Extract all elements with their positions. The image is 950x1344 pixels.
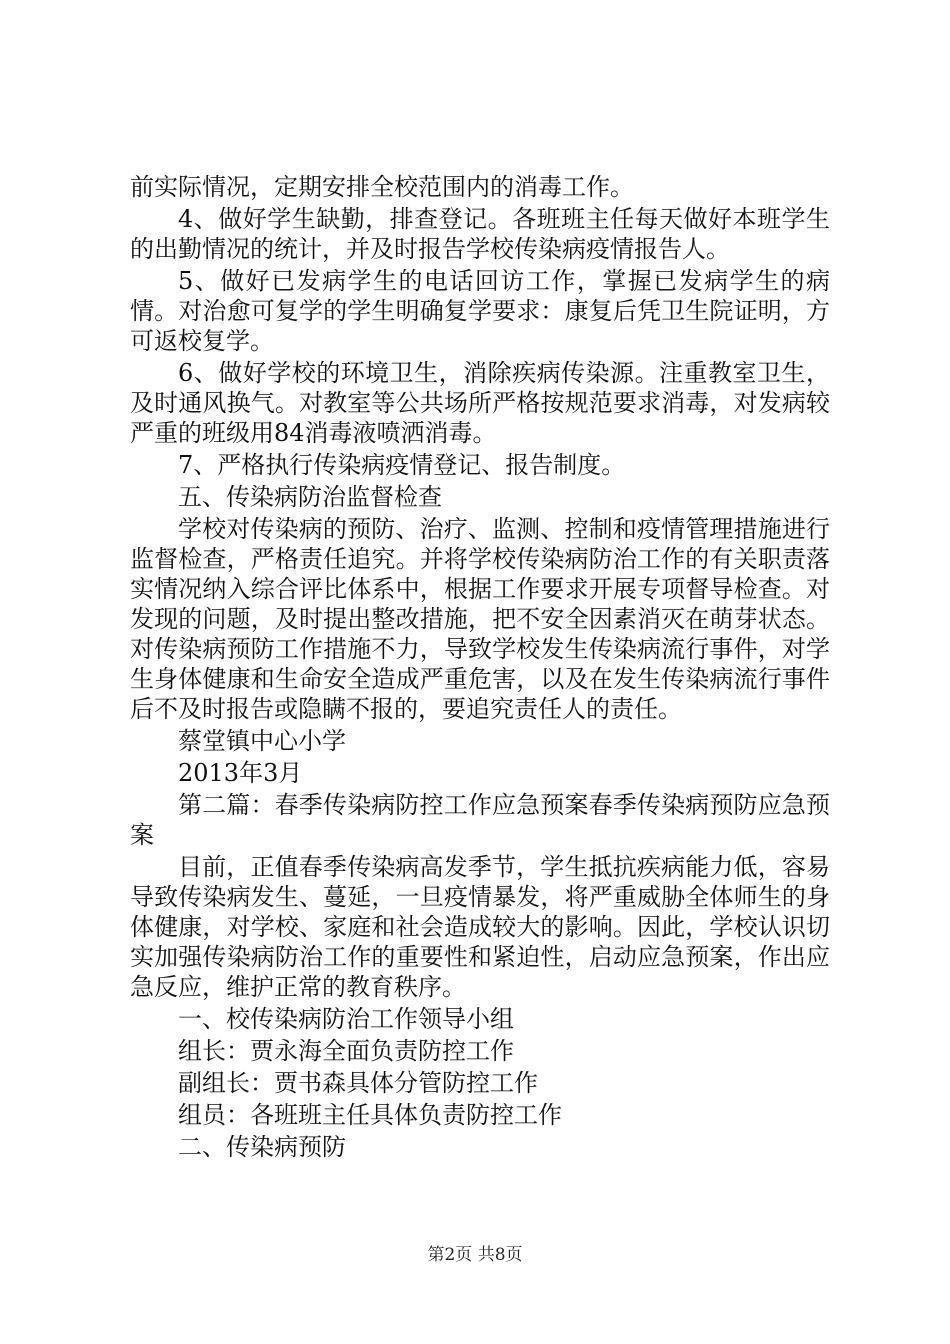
paragraph-item-5: 5、做好已发病学生的电话回访工作，掌握已发病学生的病情。对治愈可复学的学生明确复学要求：康复后凭卫生院证明，方可返校复学。 <box>130 267 830 355</box>
section-heading-5: 五、传染病防治监督检查 <box>178 483 442 511</box>
signature-date: 2013年3月 <box>178 759 303 787</box>
paragraph-intro: 目前，正值春季传染病高发季节，学生抵抗疾病能力低，容易导致传染病发生、蔓延，一旦疫情暴发，将严重威胁全体师生的身体健康，对学校、家庭和社会造成较大的影响。因此，学校认识切实加强传染病防治工作的重要性和紧迫性，启动应急预案，作出应急反应，维护正常的教育秩序。 <box>130 853 830 1001</box>
paragraph-supervision: 学校对传染病的预防、治疗、监测、控制和疫情管理措施进行监督检查，严格责任追究。并将学校传染病防治工作的有关职责落实情况纳入综合评比体系中，根据工作要求开展专项督导检查。对发现的问题，及时提出整改措施，把不安全因素消灭在萌芽状态。对传染病预防工作措施不力，导致学校发生传染病流行事件，对学生身体健康和生命安全造成严重危害，以及在发生传染病流行事件后不及时报告或隐瞒不报的，要追究责任人的责任。 <box>130 515 830 723</box>
paragraph-item-6: 6、做好学校的环境卫生，消除疾病传染源。注重教室卫生，及时通风换气。对教室等公共场所严格按规范要求消毒，对发病较严重的班级用84消毒液喷洒消毒。 <box>130 359 830 447</box>
paragraph-item-4: 4、做好学生缺勤，排查登记。各班班主任每天做好本班学生的出勤情况的统计，并及时报告学校传染病疫情报告人。 <box>130 205 830 263</box>
document-body <box>130 172 830 1164</box>
group-leader: 组长：贾永海全面负责防控工作 <box>178 1037 514 1065</box>
section-heading-2: 二、传染病预防 <box>178 1133 346 1161</box>
page-footer: 第2页 共8页 <box>427 1245 523 1265</box>
article-title-2: 第二篇：春季传染病防控工作应急预案春季传染病预防应急预案 <box>130 791 830 849</box>
group-members: 组员：各班班主任具体负责防控工作 <box>178 1101 562 1129</box>
section-heading-1: 一、校传染病防治工作领导小组 <box>178 1005 514 1033</box>
paragraph-continuation: 前实际情况，定期安排全校范围内的消毒工作。 <box>130 173 634 201</box>
signature-school: 蔡堂镇中心小学 <box>178 727 346 755</box>
group-deputy-leader: 副组长：贾书森具体分管防控工作 <box>178 1069 538 1097</box>
paragraph-item-7: 7、严格执行传染病疫情登记、报告制度。 <box>178 451 626 479</box>
